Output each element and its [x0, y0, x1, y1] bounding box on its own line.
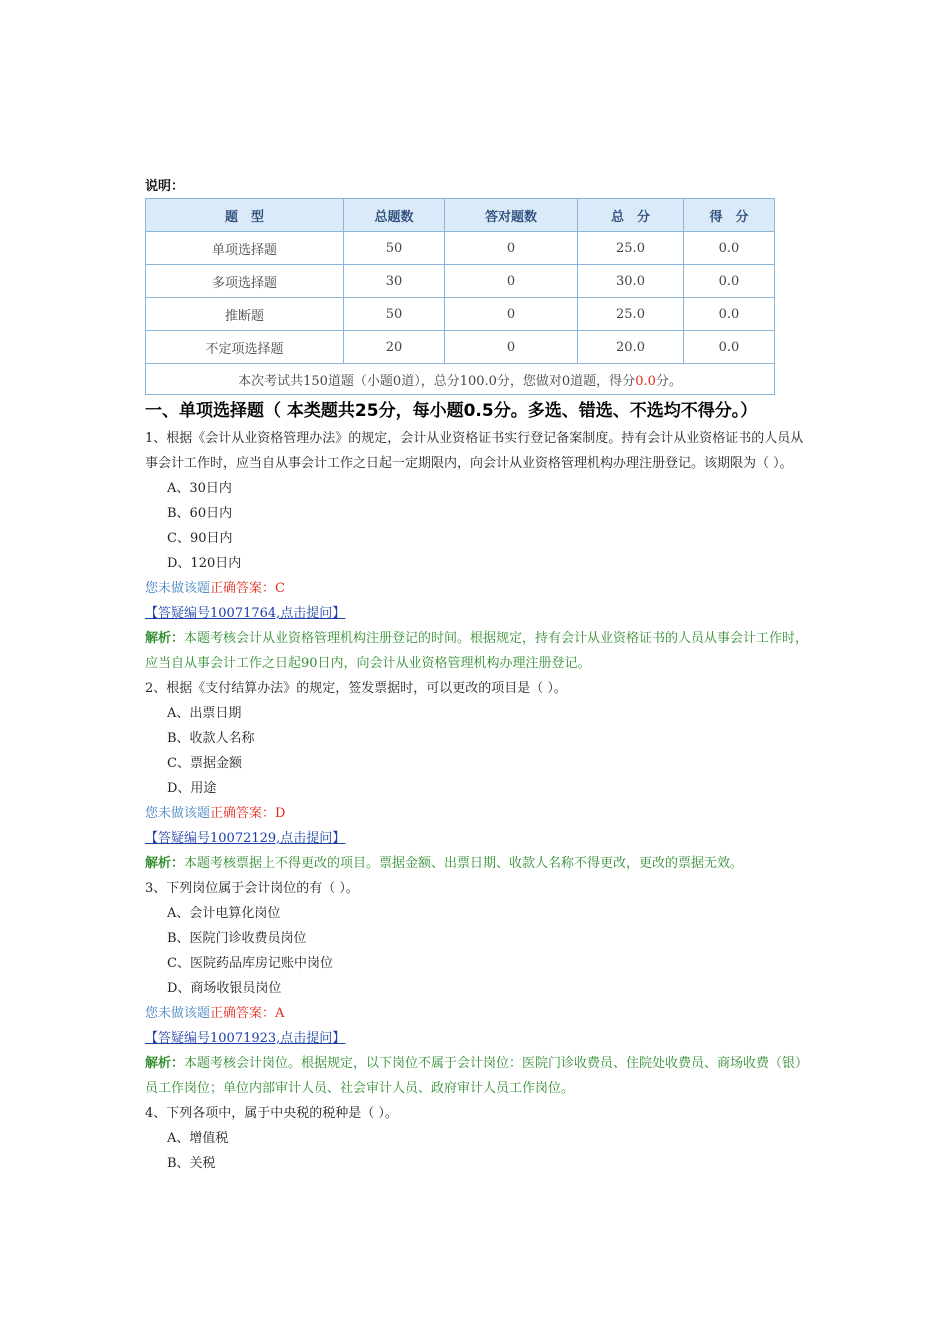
ask-question-link[interactable]: 【答疑编号10071764,点击提问】	[145, 606, 346, 621]
analysis-text: 本题考核会计从业资格管理机构注册登记的时间。根据规定，持有会计从业资格证书的人员从事会计工作时，应当自从事会计工作之日起90日内，向会计从业资格管理机构办理注册登记。	[145, 631, 809, 671]
row-score: 0.0	[684, 331, 775, 364]
correct-answer-value: C	[275, 581, 285, 596]
correct-answer-value: A	[275, 1006, 285, 1021]
row-score: 0.0	[684, 298, 775, 331]
row-correct-count: 0	[445, 298, 578, 331]
note-label: 说明：	[145, 179, 185, 194]
option-a: A、30日内	[167, 481, 232, 496]
summary-line-row	[146, 364, 775, 395]
question-3	[145, 876, 810, 1101]
section-title: 一、单项选择题（ 本类题共25分，每小题0.5分。多选、错选、不选均不得分。）	[145, 401, 758, 421]
correct-answer-label: 正确答案：	[210, 1006, 276, 1021]
row-correct-count: 0	[445, 232, 578, 265]
ask-question-link[interactable]: 【答疑编号10071923,点击提问】	[145, 1031, 346, 1046]
row-correct-count: 0	[445, 265, 578, 298]
question-text: 2、根据《支付结算办法》的规定，签发票据时，可以更改的项目是（ ）。	[145, 681, 567, 696]
table-row	[146, 298, 775, 331]
row-total-score: 20.0	[578, 331, 684, 364]
analysis-label: 解析：	[145, 1056, 185, 1071]
option-b: B、医院门诊收费员岗位	[167, 931, 307, 946]
header-total-count: 总题数	[344, 199, 445, 232]
row-score: 0.0	[684, 265, 775, 298]
answer-line	[145, 1001, 810, 1026]
analysis-text: 本题考核会计岗位。根据规定，以下岗位不属于会计岗位：医院门诊收费员、住院处收费员、商场收费（银）员工作岗位；单位内部审计人员、社会审计人员、政府审计人员工作岗位。	[145, 1056, 809, 1096]
header-correct-count: 答对题数	[445, 199, 578, 232]
question-1	[145, 426, 810, 676]
analysis-text: 本题考核票据上不得更改的项目。票据金额、出票日期、收款人名称不得更改，更改的票据无效。	[184, 856, 744, 871]
question-2	[145, 676, 810, 876]
correct-answer-value: D	[275, 806, 286, 821]
not-done-label: 您未做该题	[145, 806, 211, 821]
header-total-score: 总 分	[578, 199, 684, 232]
option-d: D、120日内	[167, 556, 242, 571]
row-total-count: 20	[344, 331, 445, 364]
row-total-count: 50	[344, 232, 445, 265]
table-row	[146, 232, 775, 265]
question-text: 3、下列岗位属于会计岗位的有（ ）。	[145, 881, 359, 896]
option-c: C、票据金额	[167, 756, 242, 771]
option-b: B、关税	[167, 1156, 216, 1171]
row-type: 单项选择题	[146, 232, 344, 265]
row-score: 0.0	[684, 232, 775, 265]
analysis-label: 解析：	[145, 856, 185, 871]
option-c: C、医院药品库房记账中岗位	[167, 956, 333, 971]
row-total-score: 25.0	[578, 232, 684, 265]
answer-line	[145, 801, 810, 826]
correct-answer-label: 正确答案：	[210, 581, 276, 596]
question-text: 4、下列各项中，属于中央税的税种是（ ）。	[145, 1106, 398, 1121]
analysis	[145, 1051, 810, 1101]
option-a: A、增值税	[167, 1131, 229, 1146]
summary-line	[146, 364, 775, 395]
option-b: B、收款人名称	[167, 731, 255, 746]
row-type: 不定项选择题	[146, 331, 344, 364]
option-a: A、出票日期	[167, 706, 242, 721]
summary-prefix: 本次考试共150道题（小题0道），总分100.0分，您做对0道题，得分	[238, 373, 636, 389]
option-d: D、商场收银员岗位	[167, 981, 282, 996]
table-row	[146, 265, 775, 298]
option-b: B、60日内	[167, 506, 233, 521]
correct-answer-label: 正确答案：	[210, 806, 276, 821]
summary-suffix: 分。	[655, 373, 682, 389]
analysis-label: 解析：	[145, 631, 185, 646]
row-type: 推断题	[146, 298, 344, 331]
row-correct-count: 0	[445, 331, 578, 364]
analysis	[145, 626, 810, 676]
row-total-count: 50	[344, 298, 445, 331]
header-score: 得 分	[684, 199, 775, 232]
row-total-score: 30.0	[578, 265, 684, 298]
option-a: A、会计电算化岗位	[167, 906, 281, 921]
header-type: 题 型	[146, 199, 344, 232]
ask-question-link[interactable]: 【答疑编号10072129,点击提问】	[145, 831, 346, 846]
summary-table	[145, 198, 775, 395]
summary-score: 0.0	[635, 373, 656, 389]
exam-result-page	[145, 176, 810, 1176]
row-total-count: 30	[344, 265, 445, 298]
table-row	[146, 331, 775, 364]
option-c: C、90日内	[167, 531, 233, 546]
question-4	[145, 1101, 810, 1176]
summary-header-row	[146, 199, 775, 232]
row-type: 多项选择题	[146, 265, 344, 298]
answer-line	[145, 576, 810, 601]
option-d: D、用途	[167, 781, 217, 796]
not-done-label: 您未做该题	[145, 1006, 211, 1021]
question-text: 1、根据《会计从业资格管理办法》的规定，会计从业资格证书实行登记备案制度。持有会计从业资格证书的人员从事会计工作时，应当自从事会计工作之日起一定期限内，向会计从业资格管理机构办理注册登记。该期限为（ ）。	[145, 431, 804, 471]
row-total-score: 25.0	[578, 298, 684, 331]
analysis	[145, 851, 810, 876]
not-done-label: 您未做该题	[145, 581, 211, 596]
